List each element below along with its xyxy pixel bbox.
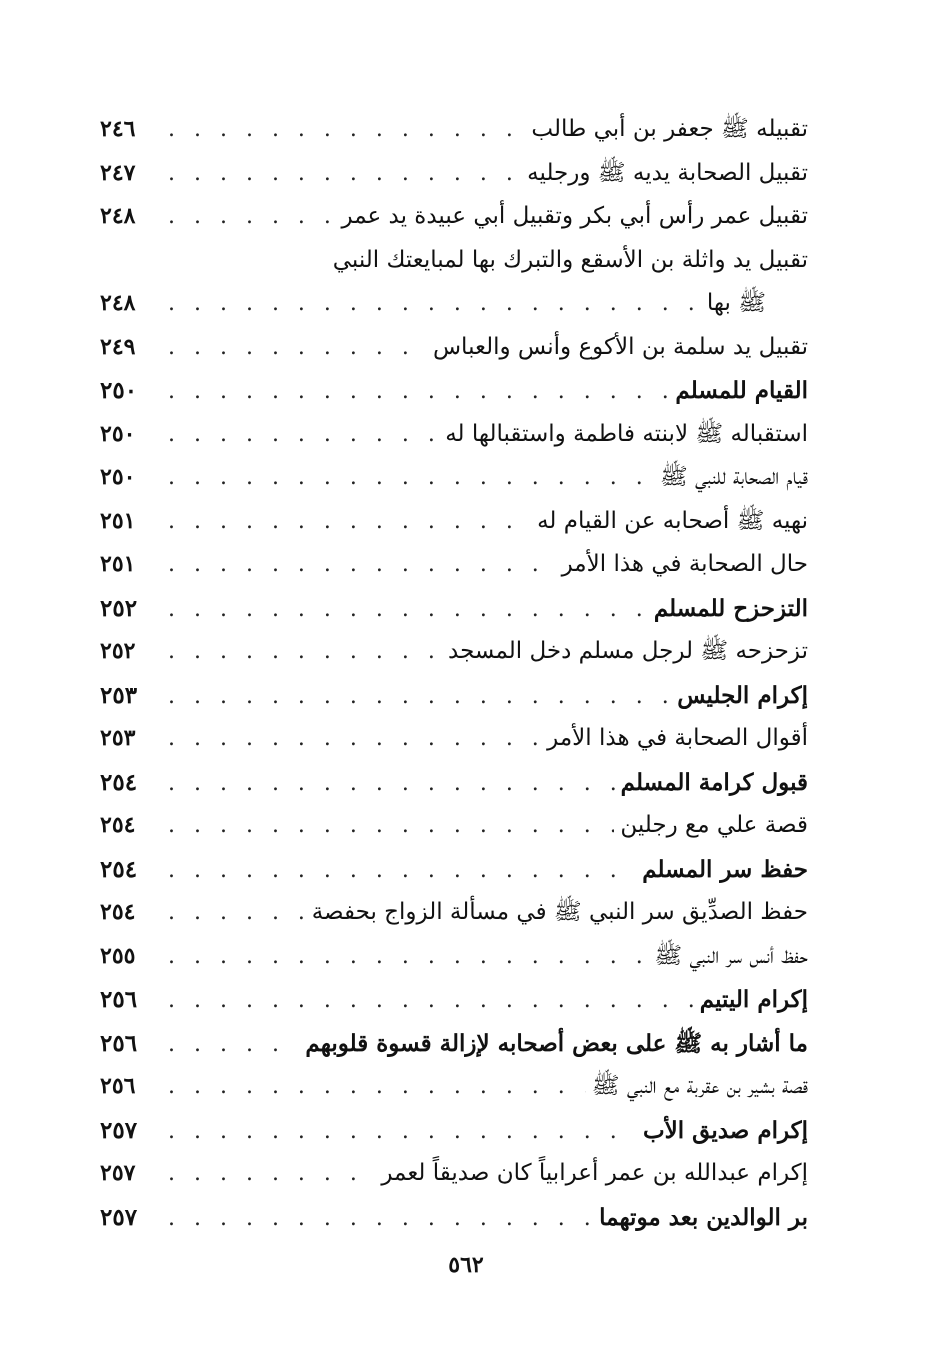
toc-page-number: ٢٤٧	[100, 159, 136, 186]
toc-entry-title: تقبيل الصحابة يديه ﷺ ورجليه	[527, 159, 808, 186]
dot-leader	[168, 152, 521, 196]
toc-entry-title: إكرام اليتيم	[699, 986, 808, 1013]
toc-page-number: ٢٥٤	[100, 855, 138, 883]
dot-leader	[168, 456, 654, 500]
dot-leader	[168, 804, 614, 848]
toc-entry-title: قصة بشير بن عقربة مع النبي ﷺ	[591, 1073, 808, 1099]
toc-entry-title: تقبيل يد واثلة بن الأسقع والتبرك بها لمبايعتك النبي	[332, 246, 808, 273]
toc-page-number: ٢٥٤	[100, 768, 138, 796]
toc-entry	[100, 500, 808, 544]
toc-entry	[100, 152, 808, 196]
dot-leader	[168, 762, 615, 806]
toc-section-heading	[100, 1196, 808, 1240]
toc-page-number: ٢٥٢	[100, 638, 136, 664]
toc-page-number: ٢٥٧	[100, 1160, 136, 1186]
toc-entry	[100, 108, 808, 152]
toc-page-number: ٢٥١	[100, 507, 136, 534]
toc-entry	[100, 543, 808, 587]
toc-entry-title: تقبيل عمر رأس أبي بكر وتقبيل أبي عبيدة يد عمر	[341, 203, 808, 229]
dot-leader	[168, 543, 556, 587]
toc-entry-title: إكرام الجليس	[677, 681, 808, 709]
toc-page-number: ٢٤٦	[100, 116, 136, 142]
toc-section-heading	[100, 1022, 808, 1066]
dot-leader	[168, 195, 336, 239]
dot-leader	[168, 979, 694, 1023]
toc-page-number: ٢٤٩	[100, 333, 136, 360]
dot-leader	[168, 935, 648, 979]
toc-section-heading	[100, 848, 808, 892]
toc-page-number: ٢٥٥	[100, 942, 136, 969]
dot-leader	[168, 1197, 593, 1241]
page-number-footer: ٥٦٢	[448, 1252, 484, 1278]
toc-entry-title: أقوال الصحابة في هذا الأمر	[547, 725, 808, 751]
dot-leader	[168, 717, 541, 761]
toc-entry-title: حفظ سر المسلم	[642, 855, 808, 883]
toc-page-number: ٢٥٦	[100, 986, 138, 1013]
toc-page-number: ٢٥٣	[100, 725, 136, 751]
toc-page-number: ٢٥٤	[100, 899, 136, 925]
dot-leader	[168, 1152, 375, 1196]
toc-page-number: ٢٥٧	[100, 1203, 138, 1231]
toc-section-heading	[100, 587, 808, 631]
toc-entry	[100, 456, 808, 500]
dot-leader	[168, 370, 669, 414]
toc-entry	[100, 891, 808, 935]
toc-entry	[100, 1152, 808, 1196]
toc-section-heading	[100, 1109, 808, 1153]
toc-entry-title: إكرام عبدالله بن عمر أعرابياً كان صديقاً لعمر	[381, 1160, 808, 1186]
toc-entry	[100, 282, 808, 326]
toc-page-number: ٢٥١	[100, 551, 136, 577]
dot-leader	[168, 1023, 299, 1067]
toc-entry-title: قصة علي مع رجلين	[620, 812, 808, 838]
table-of-contents	[100, 108, 808, 1239]
toc-page-number: ٢٥٧	[100, 1116, 138, 1144]
toc-page-number: ٢٥٠	[100, 464, 136, 490]
toc-entry-title: القيام للمسلم	[675, 377, 808, 404]
toc-entry-title: التزحزح للمسلم	[653, 594, 808, 622]
toc-page-number: ٢٥٣	[100, 681, 138, 709]
toc-entry-title: ما أشار به ﷺ على بعض أصحابه لإزالة قسوة قلوبهم	[305, 1029, 808, 1057]
toc-entry-title: تقبيله ﷺ جعفر بن أبي طالب	[531, 116, 808, 142]
toc-section-heading	[100, 674, 808, 718]
dot-leader	[168, 630, 442, 674]
toc-entry	[100, 239, 808, 283]
toc-entry-title: تقبيل يد سلمة بن الأكوع وأنس والعباس	[432, 333, 808, 360]
dot-leader	[168, 1110, 637, 1154]
toc-entry-title: حال الصحابة في هذا الأمر	[561, 551, 808, 577]
toc-page-number: ٢٥٠	[100, 420, 136, 447]
toc-section-heading	[100, 978, 808, 1022]
dot-leader	[168, 675, 671, 719]
toc-entry-title: استقباله ﷺ لابنته فاطمة واستقبالها له	[445, 420, 808, 447]
toc-entry-title: حفظ أنس سر النبي ﷺ	[654, 942, 808, 969]
dot-leader	[168, 108, 525, 152]
toc-section-heading	[100, 761, 808, 805]
dot-leader	[168, 282, 701, 326]
toc-entry-title: إكرام صديق الأب	[642, 1116, 808, 1144]
toc-entry	[100, 326, 808, 370]
dot-leader	[168, 588, 648, 632]
toc-entry-title: نهيه ﷺ أصحابه عن القيام له	[537, 507, 808, 534]
toc-entry	[100, 1065, 808, 1109]
toc-entry-title: بر الوالدين بعد موتهما	[599, 1203, 808, 1231]
toc-entry-title: تزحزحه ﷺ لرجل مسلم دخل المسجد	[448, 638, 808, 664]
toc-page-number: ٢٥٢	[100, 594, 138, 622]
toc-page-number: ٢٤٨	[100, 203, 136, 229]
toc-page-number: ٢٥٠	[100, 377, 138, 404]
dot-leader	[168, 849, 636, 893]
toc-entry	[100, 717, 808, 761]
toc-entry	[100, 935, 808, 979]
toc-entry	[100, 630, 808, 674]
toc-entry-title: قيام الصحابة للنبي ﷺ	[659, 464, 808, 490]
toc-entry-title: ﷺ بها	[706, 290, 766, 316]
toc-entry	[100, 195, 808, 239]
dot-leader	[168, 891, 306, 935]
toc-page-number: ٢٥٦	[100, 1029, 138, 1057]
dot-leader	[168, 500, 531, 544]
toc-entry	[100, 804, 808, 848]
toc-entry-title: قبول كرامة المسلم	[620, 768, 808, 796]
toc-section-heading	[100, 369, 808, 413]
toc-page-number: ٢٥٤	[100, 812, 136, 838]
dot-leader	[168, 413, 439, 457]
toc-page-number: ٢٤٨	[100, 290, 136, 316]
dot-leader	[168, 326, 427, 370]
toc-page-number: ٢٥٦	[100, 1073, 136, 1099]
toc-entry	[100, 413, 808, 457]
dot-leader	[168, 1065, 586, 1109]
toc-entry-title: حفظ الصدِّيق سر النبي ﷺ في مسألة الزواج بحفصة	[311, 899, 808, 925]
